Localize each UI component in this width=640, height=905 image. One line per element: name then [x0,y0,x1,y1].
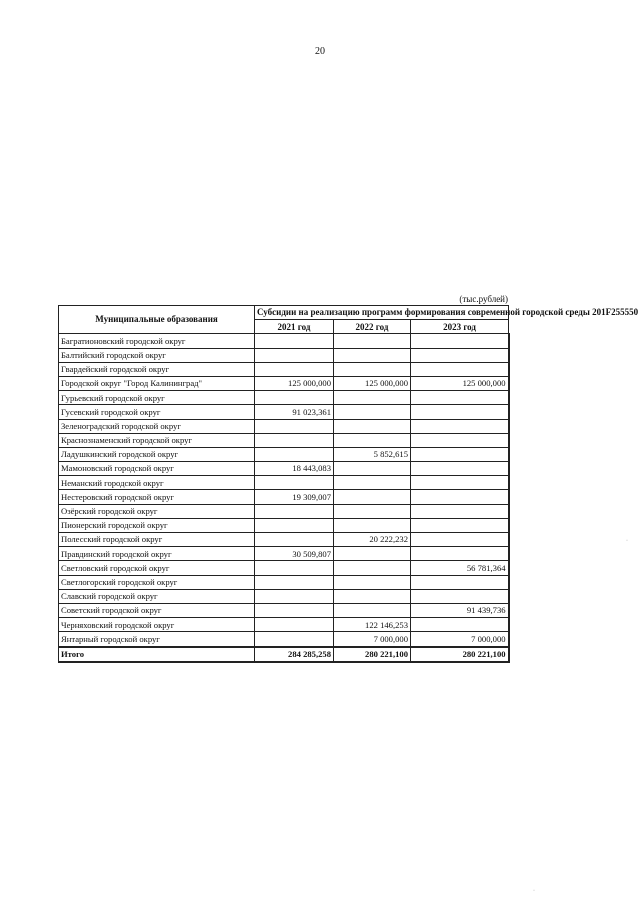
value-2021-cell [255,618,334,632]
value-2022-cell [334,589,411,603]
table-row [59,561,509,575]
total-label-cell: Итого [59,647,255,662]
year-header-2022: 2022 год [334,320,411,334]
municipality-name-cell: Черняховский городской округ [59,618,255,632]
scan-speck: · [533,888,535,894]
value-2021-cell [255,348,334,362]
value-2023-cell [411,504,509,518]
value-2021-cell [255,504,334,518]
value-2023-cell [411,419,509,433]
table-row [59,547,509,561]
total-2023-cell: 280 221,100 [411,647,509,662]
total-2022-cell: 280 221,100 [334,647,411,662]
table-row [59,476,509,490]
value-2023-cell [411,362,509,376]
value-2022-cell [334,391,411,405]
value-2022-cell [334,561,411,575]
table-row [59,334,509,348]
table-row [59,589,509,603]
table-row [59,518,509,532]
value-2023-cell: 56 781,364 [411,561,509,575]
table-row [59,405,509,419]
municipality-name-cell: Гвардейский городской округ [59,362,255,376]
municipality-column-header: Муниципальные образования [59,306,255,334]
municipality-name-cell: Светловский городской округ [59,561,255,575]
table-body [59,334,509,662]
value-2021-cell: 18 443,083 [255,462,334,476]
value-2021-cell: 19 309,007 [255,490,334,504]
value-2021-cell [255,518,334,532]
table-row [59,433,509,447]
municipality-name-cell: Зеленоградский городской округ [59,419,255,433]
value-2021-cell [255,362,334,376]
municipality-name-cell: Нестеровский городской округ [59,490,255,504]
value-2023-cell: 7 000,000 [411,632,509,647]
municipality-name-cell: Светлогорский городской округ [59,575,255,589]
value-2023-cell [411,405,509,419]
value-2023-cell: 125 000,000 [411,376,509,390]
value-2023-cell [411,533,509,547]
municipality-name-cell: Озёрский городской округ [59,504,255,518]
value-2022-cell [334,476,411,490]
value-2021-cell: 91 023,361 [255,405,334,419]
value-2022-cell [334,433,411,447]
value-2022-cell: 7 000,000 [334,632,411,647]
table-row [59,618,509,632]
value-2022-cell [334,490,411,504]
table-row [59,362,509,376]
table-row [59,603,509,617]
municipality-name-cell: Неманский городской округ [59,476,255,490]
value-2021-cell [255,575,334,589]
value-2023-cell [411,547,509,561]
total-row [59,647,509,662]
page-number: 20 [315,46,325,57]
value-2021-cell [255,632,334,647]
municipality-name-cell: Мамоновский городской округ [59,462,255,476]
table-row [59,447,509,461]
table-row [59,575,509,589]
value-2021-cell: 30 509,807 [255,547,334,561]
municipality-name-cell: Гурьевский городской округ [59,391,255,405]
table-row [59,533,509,547]
municipality-name-cell: Советский городской округ [59,603,255,617]
municipality-name-cell: Краснознаменский городской округ [59,433,255,447]
value-2021-cell [255,391,334,405]
value-2021-cell [255,419,334,433]
value-2023-cell [411,575,509,589]
value-2022-cell [334,518,411,532]
municipality-name-cell: Правдинский городской округ [59,547,255,561]
value-2023-cell: 91 439,736 [411,603,509,617]
value-2021-cell [255,334,334,348]
value-2022-cell [334,547,411,561]
value-2022-cell [334,504,411,518]
municipality-name-cell: Пионерский городской округ [59,518,255,532]
value-2023-cell [411,391,509,405]
value-2021-cell [255,533,334,547]
value-2023-cell [411,348,509,362]
value-2022-cell [334,603,411,617]
value-2023-cell [411,490,509,504]
value-2022-cell: 5 852,615 [334,447,411,461]
value-2022-cell [334,362,411,376]
value-2022-cell: 122 146,253 [334,618,411,632]
subsidy-column-header: Субсидии на реализацию программ формирования современной городской среды 201F255550 [255,306,509,320]
value-2022-cell [334,462,411,476]
municipality-name-cell: Городской округ "Город Калининград" [59,376,255,390]
value-2022-cell [334,405,411,419]
table-row [59,419,509,433]
value-2023-cell [411,476,509,490]
value-2022-cell: 20 222,232 [334,533,411,547]
table-row [59,632,509,647]
value-2022-cell [334,419,411,433]
municipality-name-cell: Балтийский городской округ [59,348,255,362]
value-2023-cell [411,433,509,447]
table-row [59,490,509,504]
value-2022-cell [334,348,411,362]
value-2021-cell [255,433,334,447]
value-2022-cell [334,575,411,589]
municipality-name-cell: Багратионовский городской округ [59,334,255,348]
table-row [59,376,509,390]
units-note: (тыс.рублей) [459,294,508,304]
municipality-name-cell: Полесский городской округ [59,533,255,547]
value-2023-cell [411,618,509,632]
value-2021-cell [255,476,334,490]
value-2023-cell [411,462,509,476]
year-header-2021: 2021 год [255,320,334,334]
subsidy-table [58,305,639,663]
value-2021-cell: 125 000,000 [255,376,334,390]
value-2021-cell [255,589,334,603]
value-2021-cell [255,603,334,617]
value-2023-cell [411,518,509,532]
table-row [59,504,509,518]
total-2021-cell: 284 285,258 [255,647,334,662]
table-row [59,348,509,362]
year-header-2023: 2023 год [411,320,509,334]
municipality-name-cell: Ладушкинский городской округ [59,447,255,461]
table-row [59,391,509,405]
value-2023-cell [411,334,509,348]
value-2023-cell [411,447,509,461]
municipality-name-cell: Славский городской округ [59,589,255,603]
value-2021-cell [255,447,334,461]
scan-speck: · [626,538,628,544]
value-2022-cell: 125 000,000 [334,376,411,390]
value-2022-cell [334,334,411,348]
municipality-name-cell: Гусевский городской округ [59,405,255,419]
municipality-name-cell: Янтарный городской округ [59,632,255,647]
value-2023-cell [411,589,509,603]
value-2021-cell [255,561,334,575]
table-header-row [59,306,509,320]
table-row [59,462,509,476]
